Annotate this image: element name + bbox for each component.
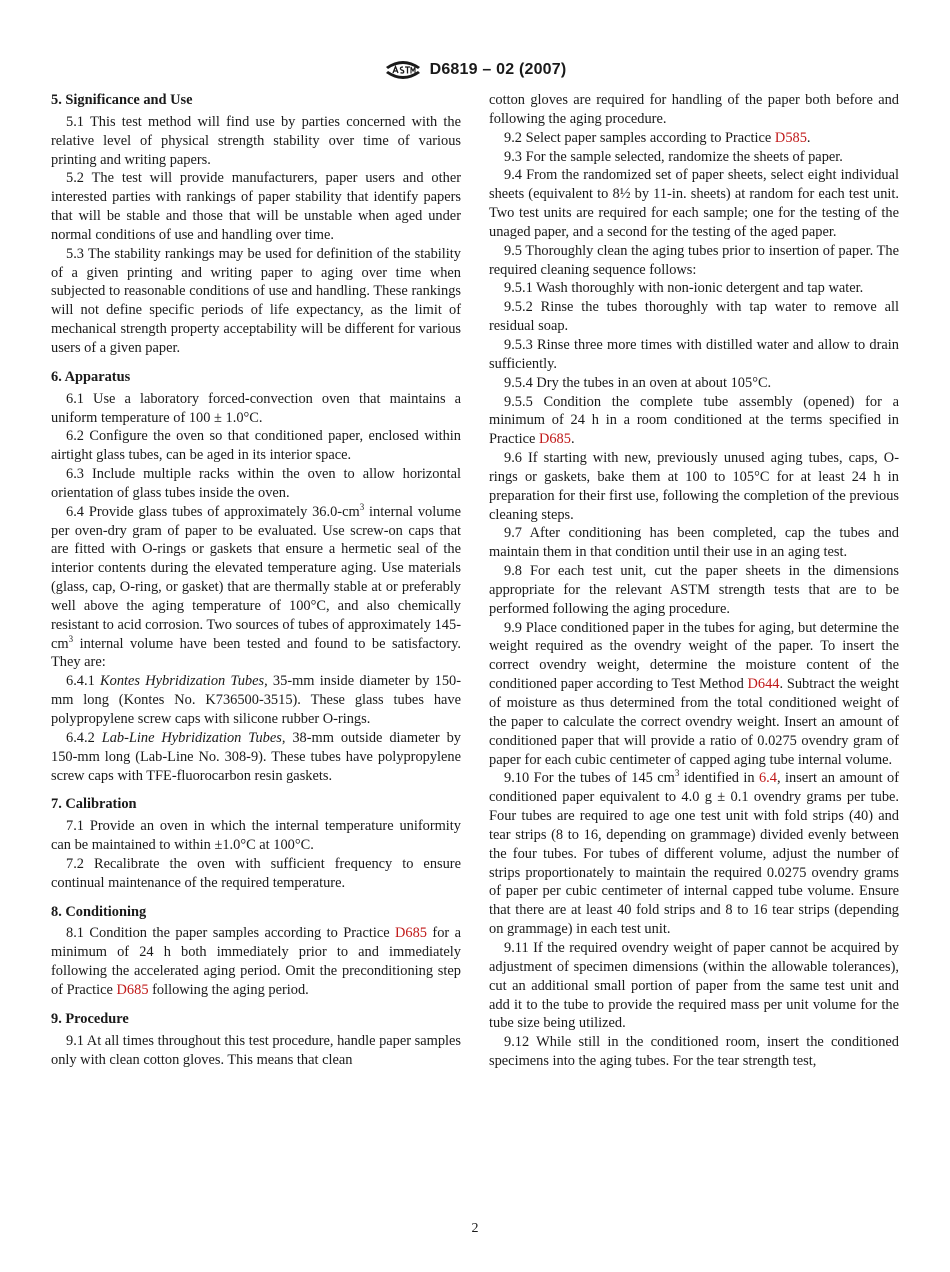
paragraph-8-1: 8.1 Condition the paper samples according to Practice D685 for a minimum of 24 h both immediately prior to and immediately following the accelerated aging period. Omit the preconditioning step of Practice D685 following the aging period. bbox=[51, 925, 461, 998]
paragraph-9-1: 9.1 At all times throughout this test procedure, handle paper samples only with clean cotton gloves. This means that clean bbox=[51, 1032, 461, 1068]
section-8-heading: 8. Conditioning bbox=[51, 903, 147, 920]
reference-link-d685[interactable]: D685 bbox=[538, 431, 571, 448]
section-9-heading: 9. Procedure bbox=[51, 1010, 129, 1027]
paragraph-6-4-1: 6.4.1 Kontes Hybridization Tubes, 35-mm inside diameter by 150-mm long (Kontes No. K736500-3515). These glass tubes have polypropylene screw caps with silicone rubber O-rings. bbox=[51, 673, 461, 727]
section-6-heading: 6. Apparatus bbox=[51, 368, 131, 385]
paragraph-7-2: 7.2 Recalibrate the oven with sufficient frequency to ensure continual maintenance of the required temperature. bbox=[51, 855, 461, 891]
paragraph-5-2: 5.2 The test will provide manufacturers, paper users and other interested parties with rankings of paper stability that identify papers that will be stable and those that will be unstable when aged under normal conditions of use and handling over time. bbox=[51, 170, 461, 243]
document-designation: D6819 – 02 (2007) bbox=[429, 61, 567, 78]
page-number: 2 bbox=[471, 1221, 479, 1236]
paragraph-9-3: 9.3 For the sample selected, randomize the sheets of paper. bbox=[504, 148, 843, 165]
left-column bbox=[51, 91, 461, 1069]
paragraph-9-10: 9.10 For the tubes of 145 $cm^3$ identified in 6.4, insert an amount of conditioned paper equivalent to 4.0 g ± 0.1 ovendry grams per tube. Four tubes are required to age one test unit with fold strips (40) and tear strips (8 to 16, depending on grammage) divided evenly between the four tubes. For tubes of different volume, adjust the number of strips proportionately to maintain the required 0.0275 ovendry grams of paper per cubic centimeter of internal capped tube volume. Ensure that there are at least 40 fold strips and 8 to 16 tear strips (depending on grammage) in each test unit. bbox=[489, 768, 899, 938]
paragraph-9-2: 9.2 Select paper samples according to Practice D585. bbox=[504, 129, 811, 146]
section-5-heading: 5. Significance and Use bbox=[51, 92, 193, 108]
reference-link-6-4[interactable]: 6.4 bbox=[758, 770, 777, 787]
reference-link-d685[interactable]: D685 bbox=[395, 925, 427, 942]
reference-link-d685[interactable]: D685 bbox=[116, 981, 149, 998]
paragraph-9-5-3: 9.5.3 Rinse three more times with distilled water and allow to drain sufficiently. bbox=[489, 336, 899, 372]
paragraph-9-5: 9.5 Thoroughly clean the aging tubes prior to insertion of paper. The required cleaning sequence follows: bbox=[489, 242, 899, 278]
page-header bbox=[0, 57, 950, 83]
paragraph-9-5-5: 9.5.5 Condition the complete tube assembly (opened) for a minimum of 24 h in a room conditioned at the terms specified in Practice D685. bbox=[489, 393, 899, 448]
paragraph-7-1: 7.1 Provide an oven in which the internal temperature uniformity can be maintained to within ±1.0°C at 100°C. bbox=[51, 818, 461, 854]
paragraph-6-2: 6.2 Configure the oven so that conditioned paper, enclosed within airtight glass tubes, can be aged in its interior space. bbox=[51, 428, 461, 464]
paragraph-9-5-4: 9.5.4 Dry the tubes in an oven at about 105°C. bbox=[504, 374, 772, 391]
paragraph-9-7: 9.7 After conditioning has been completed, cap the tubes and maintain them in that condition until their use in an aging test. bbox=[489, 525, 899, 561]
right-column bbox=[489, 91, 899, 1071]
paragraph-5-3: 5.3 The stability rankings may be used for definition of the stability of a given printing and writing paper to aging over time when subjected to reasonable conditions of use and handling. These rankings will not define specific periods of life expectancy, as the limit of mechanical strength property acceptability will be different for various users of a given paper. bbox=[51, 245, 461, 356]
paragraph-9-5-2: 9.5.2 Rinse the tubes thoroughly with tap water to remove all residual soap. bbox=[489, 299, 899, 335]
paragraph-9-1-continued: cotton gloves are required for handling of the paper both before and following the aging procedure. bbox=[489, 92, 899, 127]
paragraph-9-12: 9.12 While still in the conditioned room, insert the conditioned specimens into the aging tubes. For the tear strength test, bbox=[489, 1034, 899, 1070]
paragraph-6-1: 6.1 Use a laboratory forced-convection oven that maintains a uniform temperature of 100 ± 1.0°C. bbox=[51, 390, 461, 426]
paragraph-9-9: 9.9 Place conditioned paper in the tubes for aging, but determine the weight required as the ovendry weight of the paper. To insert the correct ovendry weight, determine the moisture content of the conditioned paper according to Test Method D644. Subtract the weight of moisture as thus determined from the total conditioned weight of the paper to calculate the correct ovendry weight. Insert an amount of conditioned paper that will provide a ratio of 0.0275 ovendry gram of paper for each cubic centimeter of capped aging tube internal volume. bbox=[489, 619, 899, 768]
paragraph-9-6: 9.6 If starting with new, previously unused aging tubes, caps, O-rings or gaskets, bake them at 100 to 105°C for at least 24 h in preparation for their first use, following the completion of the previous cleaning steps. bbox=[489, 450, 899, 523]
paragraph-9-11: 9.11 If the required ovendry weight of paper cannot be acquired by adjustment of specimen dimensions (within the allowable tolerances), cut an additional small portion of paper from the same test unit and add it to the tube to provide the required mass per unit volume for the tube size being utilized. bbox=[489, 939, 899, 1032]
paragraph-6-4-2: 6.4.2 Lab-Line Hybridization Tubes, 38-mm outside diameter by 150-mm long (Lab-Line No. 308-9). These tubes have polypropylene screw caps with TFE-fluorocarbon resin gaskets. bbox=[51, 729, 461, 784]
paragraph-6-3: 6.3 Include multiple racks within the oven to allow horizontal orientation of glass tubes inside the oven. bbox=[51, 466, 461, 501]
paragraph-9-5-1: 9.5.1 Wash thoroughly with non-ionic detergent and tap water. bbox=[504, 280, 864, 297]
paragraph-9-8: 9.8 For each test unit, cut the paper sheets in the dimensions appropriate for the relevant ASTM strength tests that are to be performed following the aging procedure. bbox=[489, 563, 899, 617]
reference-link-d644[interactable]: D644 bbox=[747, 676, 780, 693]
paragraph-9-4: 9.4 From the randomized set of paper sheets, select eight individual sheets (equivalent to 8½ by 11-in. sheets) at random for each test unit. Two test units are required for each sample; one for the testing of the unaged paper, and a second for the testing of the aged paper. bbox=[489, 167, 899, 240]
section-7-heading: 7. Calibration bbox=[51, 796, 137, 813]
reference-link-d585[interactable]: D585 bbox=[774, 129, 807, 146]
paragraph-6-4: 6.4 Provide glass tubes of approximately $36.0-cm^3$ internal volume per oven-dry gram of paper to be evaluated. Use screw-on caps that are fitted with O-rings or gaskets that ensure a hermetic seal of the interior contents during the elevated temperature aging. Use materials (glass, cap, O-ring, or gasket) that are thermally stable at or preferably well above the aging temperature of 100°C, and also chemically resistant to acid corrosion. Two sources of tubes of approximately $145-cm^3$ internal volume have been tested and found to be satisfactory. They are: bbox=[51, 501, 462, 671]
paragraph-5-1: 5.1 This test method will find use by parties concerned with the relative level of physical strength stability over time of various printing and writing papers. bbox=[51, 113, 461, 168]
astm-logo-icon bbox=[384, 57, 422, 83]
